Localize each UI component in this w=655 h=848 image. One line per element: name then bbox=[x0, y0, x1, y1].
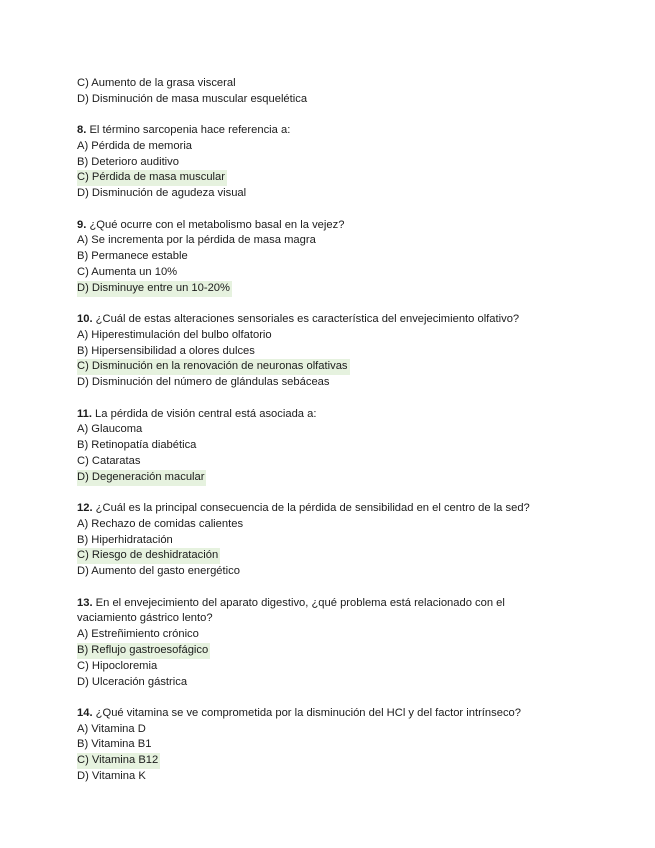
question-stem: 11. La pérdida de visión central está asociada a: bbox=[77, 407, 317, 420]
option-item-correct: C) Pérdida de masa muscular bbox=[77, 170, 597, 186]
option-item: B) Permanece estable bbox=[77, 250, 188, 263]
document-page bbox=[77, 76, 597, 785]
option-item: A) Se incrementa por la pérdida de masa magra bbox=[77, 234, 316, 247]
question-stem: 13. En el envejecimiento del aparato digestivo, ¿qué problema está relacionado con el vaciamiento gástrico lento? bbox=[77, 596, 505, 625]
question-11 bbox=[77, 407, 597, 486]
option-item-correct: B) Reflujo gastroesofágico bbox=[77, 643, 597, 659]
question-stem: 12. ¿Cuál es la principal consecuencia de la pérdida de sensibilidad en el centro de la sed? bbox=[77, 502, 530, 515]
question-stem: 10. ¿Cuál de estas alteraciones sensoriales es característica del envejecimiento olfativo? bbox=[77, 313, 520, 326]
option-item: B) Vitamina B1 bbox=[77, 738, 152, 751]
option-item: A) Pérdida de memoria bbox=[77, 139, 193, 152]
option-item-correct: C) Riesgo de deshidratación bbox=[77, 548, 597, 564]
option-item: D) Ulceración gástrica bbox=[77, 675, 188, 688]
question-stem: 9. ¿Qué ocurre con el metabolismo basal en la vejez? bbox=[77, 218, 345, 231]
option-item: D) Disminución del número de glándulas sebáceas bbox=[77, 376, 330, 389]
option-item: C) Aumenta un 10% bbox=[77, 265, 178, 278]
option-item: D) Aumento del gasto energético bbox=[77, 565, 240, 578]
question-stem: 14. ¿Qué vitamina se ve comprometida por la disminución del HCl y del factor intrínseco? bbox=[77, 706, 521, 719]
option-item: A) Hiperestimulación del bulbo olfatorio bbox=[77, 328, 272, 341]
option-item: A) Estreñimiento crónico bbox=[77, 628, 199, 641]
option-item: B) Retinopatía diabética bbox=[77, 439, 197, 452]
option-item: D) Disminución de masa muscular esquelética bbox=[77, 92, 308, 105]
question-13 bbox=[77, 596, 597, 691]
question-9 bbox=[77, 218, 597, 297]
question-14 bbox=[77, 706, 597, 785]
option-item: C) Cataratas bbox=[77, 454, 141, 467]
option-item: B) Hiperhidratación bbox=[77, 533, 173, 546]
option-item: D) Vitamina K bbox=[77, 769, 146, 782]
option-item: B) Hipersensibilidad a olores dulces bbox=[77, 344, 255, 357]
option-item: A) Glaucoma bbox=[77, 423, 143, 436]
question-stem: 8. El término sarcopenia hace referencia a: bbox=[77, 124, 291, 137]
question-12 bbox=[77, 501, 597, 580]
option-item: C) Aumento de la grasa visceral bbox=[77, 77, 236, 89]
option-item: B) Deterioro auditivo bbox=[77, 155, 179, 168]
option-item-correct: C) Disminución en la renovación de neuronas olfativas bbox=[77, 359, 597, 375]
option-item-correct: C) Vitamina B12 bbox=[77, 753, 597, 769]
option-item: C) Hipocloremia bbox=[77, 659, 158, 672]
option-item-correct: D) Disminuye entre un 10-20% bbox=[77, 281, 597, 297]
option-item: A) Rechazo de comidas calientes bbox=[77, 517, 244, 530]
question-10 bbox=[77, 312, 597, 391]
option-item: A) Vitamina D bbox=[77, 722, 146, 735]
continuation-block bbox=[77, 76, 597, 108]
question-8 bbox=[77, 123, 597, 202]
option-item-correct: D) Degeneración macular bbox=[77, 470, 597, 486]
option-item: D) Disminución de agudeza visual bbox=[77, 187, 247, 200]
